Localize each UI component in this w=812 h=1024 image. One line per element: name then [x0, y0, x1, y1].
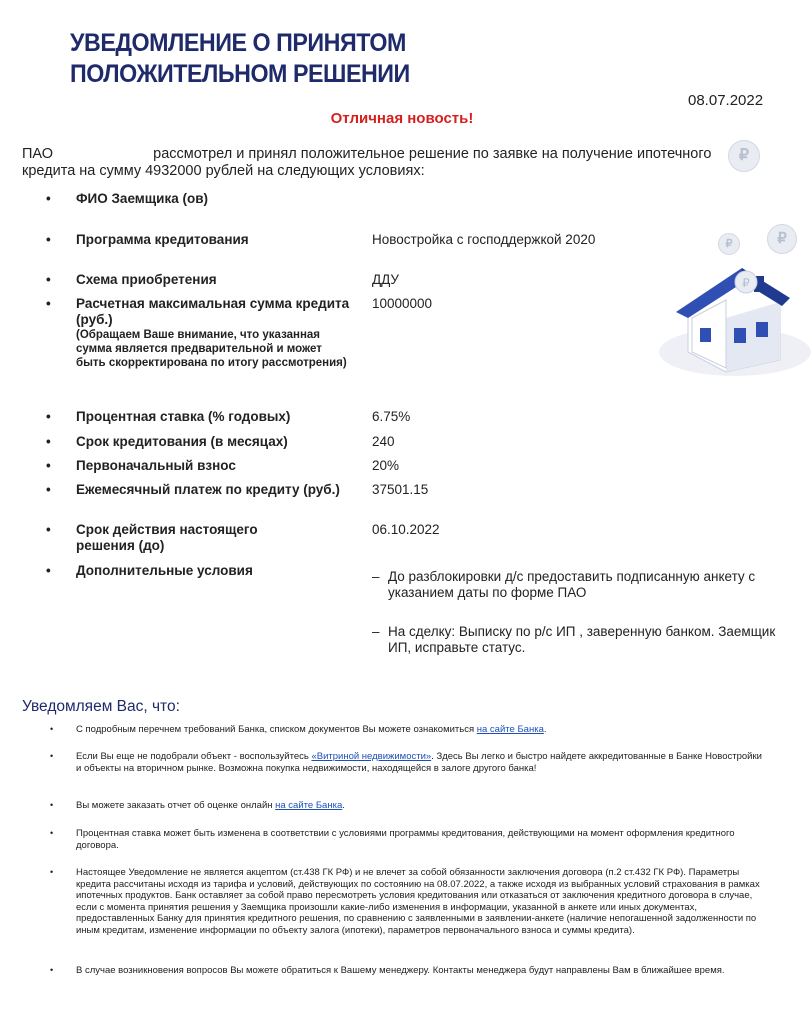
condition-value: 20% [372, 458, 400, 473]
condition-value: Новостройка с господдержкой 2020 [372, 232, 596, 247]
bullet: • [50, 751, 54, 761]
intro-text: рассмотрел и принял положительное решение по заявке на получение ипотечного кредита на сумму 4932000 рублей на следующих условиях: [22, 146, 712, 179]
bank-site-link[interactable]: на сайте Банка [275, 800, 343, 811]
notify-title: Уведомляем Вас, что: [22, 698, 180, 715]
house-icon [630, 250, 812, 385]
condition-label: Первоначальный взнос [76, 458, 236, 473]
real-estate-showcase-link[interactable]: «Витриной недвижимости» [311, 751, 432, 762]
document-title-line1: УВЕДОМЛЕНИЕ О ПРИНЯТОМ [70, 29, 406, 57]
condition-value: ДДУ [372, 272, 400, 287]
dash-marker: – [372, 624, 380, 639]
bullet: • [50, 867, 54, 877]
condition-label [76, 296, 351, 370]
redacted-bank-name [57, 146, 149, 163]
svg-text:₽: ₽ [742, 276, 750, 290]
bullet: • [50, 800, 54, 810]
document-title-line2: ПОЛОЖИТЕЛЬНОМ РЕШЕНИИ [70, 60, 410, 88]
bullet: • [46, 272, 51, 287]
condition-value: 06.10.2022 [372, 522, 440, 537]
condition-label: ФИО Заемщика (ов) [76, 191, 209, 206]
notify-item-text: Процентная ставка может быть изменена в соответствии с условиями программы кредитования, действующими на момент оформления кредитного договора. [76, 828, 735, 851]
headline-text: Отличная новость! [330, 110, 474, 127]
notify-item-text: Если Вы еще не подобрали объект - воспользуйтесь [76, 751, 312, 762]
bullet: • [50, 828, 54, 838]
condition-label-text: Расчетная максимальная сумма кредита (руб.) [76, 296, 350, 327]
headline [0, 110, 812, 127]
ruble-coin-icon: ₽ [718, 233, 740, 255]
bank-site-link[interactable]: на сайте Банка [476, 724, 544, 735]
condition-value: 6.75% [372, 409, 411, 424]
condition-label: Программа кредитования [76, 232, 249, 247]
condition-label-note: (Обращаем Ваше внимание, что указанная сумма является предварительной и может быть скорректирована по итогу рассмотрения) [76, 329, 347, 369]
intro-paragraph [22, 146, 712, 180]
bullet: • [46, 232, 51, 247]
bullet: • [50, 965, 54, 975]
bullet: • [46, 458, 51, 473]
dash-marker: – [372, 569, 380, 584]
bullet: • [46, 191, 51, 206]
condition-label: Ежемесячный платеж по кредиту (руб.) [76, 482, 340, 497]
bullet: • [46, 409, 51, 424]
condition-label: Дополнительные условия [76, 563, 253, 578]
additional-condition-text: На сделку: Выписку по р/с ИП , заверенную банком. Заемщик ИП, исправьте статус. [388, 624, 776, 655]
bullet: • [46, 296, 51, 311]
bullet: • [50, 724, 54, 734]
document-title [70, 28, 442, 90]
condition-label: Срок действия настоящего решения (до) [76, 522, 258, 553]
notify-item-text-after: . [543, 724, 547, 735]
condition-value: 37501.15 [372, 482, 429, 497]
condition-value: 240 [372, 434, 395, 449]
notify-item-text-after: . Здесь Вы легко и быстро найдете аккредитованные в Банке Новостройки и объекты на вторичном рынке. Возможна покупка недвижимости, находящейся в залоге другого банка! [76, 751, 762, 774]
bullet: • [46, 482, 51, 497]
notify-item-text: Настоящее Уведомление не является акцептом (ст.438 ГК РФ) и не влечет за собой обязанности заключения договора (п.2 ст.432 ГК РФ). Параметры кредита рассчитаны исходя из тарифа и условий, действующих по состоянию на 08.07.2022, а также исходя из выбранных условий страхования в рамках ипотечных продуктов. Банк оставляет за собой право пересмотреть условия кредитования или отказаться от заключения кредитного договора в случае, если с момента принятия решения у Заемщика произошли какие-либо изменения в информации, указанной в анкете или иных документах, предоставленных Банку для принятия кредитного решения, по сравнению с заявленными в заявлении-анкете (наличие непогашенной задолженности по иным кредитам, изменение информации по объекту залога (ипотеки), параметров первоначального взноса и суммы кредита). [76, 867, 760, 936]
additional-condition-text: До разблокировки д/с предоставить подписанную анкету с указанием даты по форме ПАО [388, 569, 756, 600]
notify-item-text: С подробным перечнем требований Банка, списком документов Вы можете ознакомиться [76, 724, 477, 735]
ruble-coin-icon: ₽ [728, 140, 760, 172]
notify-item-text-after: . [342, 800, 345, 811]
document-date: 08.07.2022 [688, 92, 764, 109]
bullet: • [46, 434, 51, 449]
bullet: • [46, 563, 51, 578]
condition-label: Срок кредитования (в месяцах) [76, 434, 288, 449]
bullet: • [46, 522, 51, 537]
ruble-coin-icon: ₽ [767, 224, 797, 254]
condition-label: Процентная ставка (% годовых) [76, 409, 291, 424]
condition-value: 10000000 [372, 296, 433, 311]
notify-item-text: В случае возникновения вопросов Вы можете обратиться к Вашему менеджеру. Контакты менеджера будут направлены Вам в ближайшее время. [76, 965, 725, 976]
condition-label: Схема приобретения [76, 272, 217, 287]
bank-prefix: ПАО [22, 146, 54, 162]
notify-item-text: Вы можете заказать отчет об оценке онлайн [76, 800, 276, 811]
